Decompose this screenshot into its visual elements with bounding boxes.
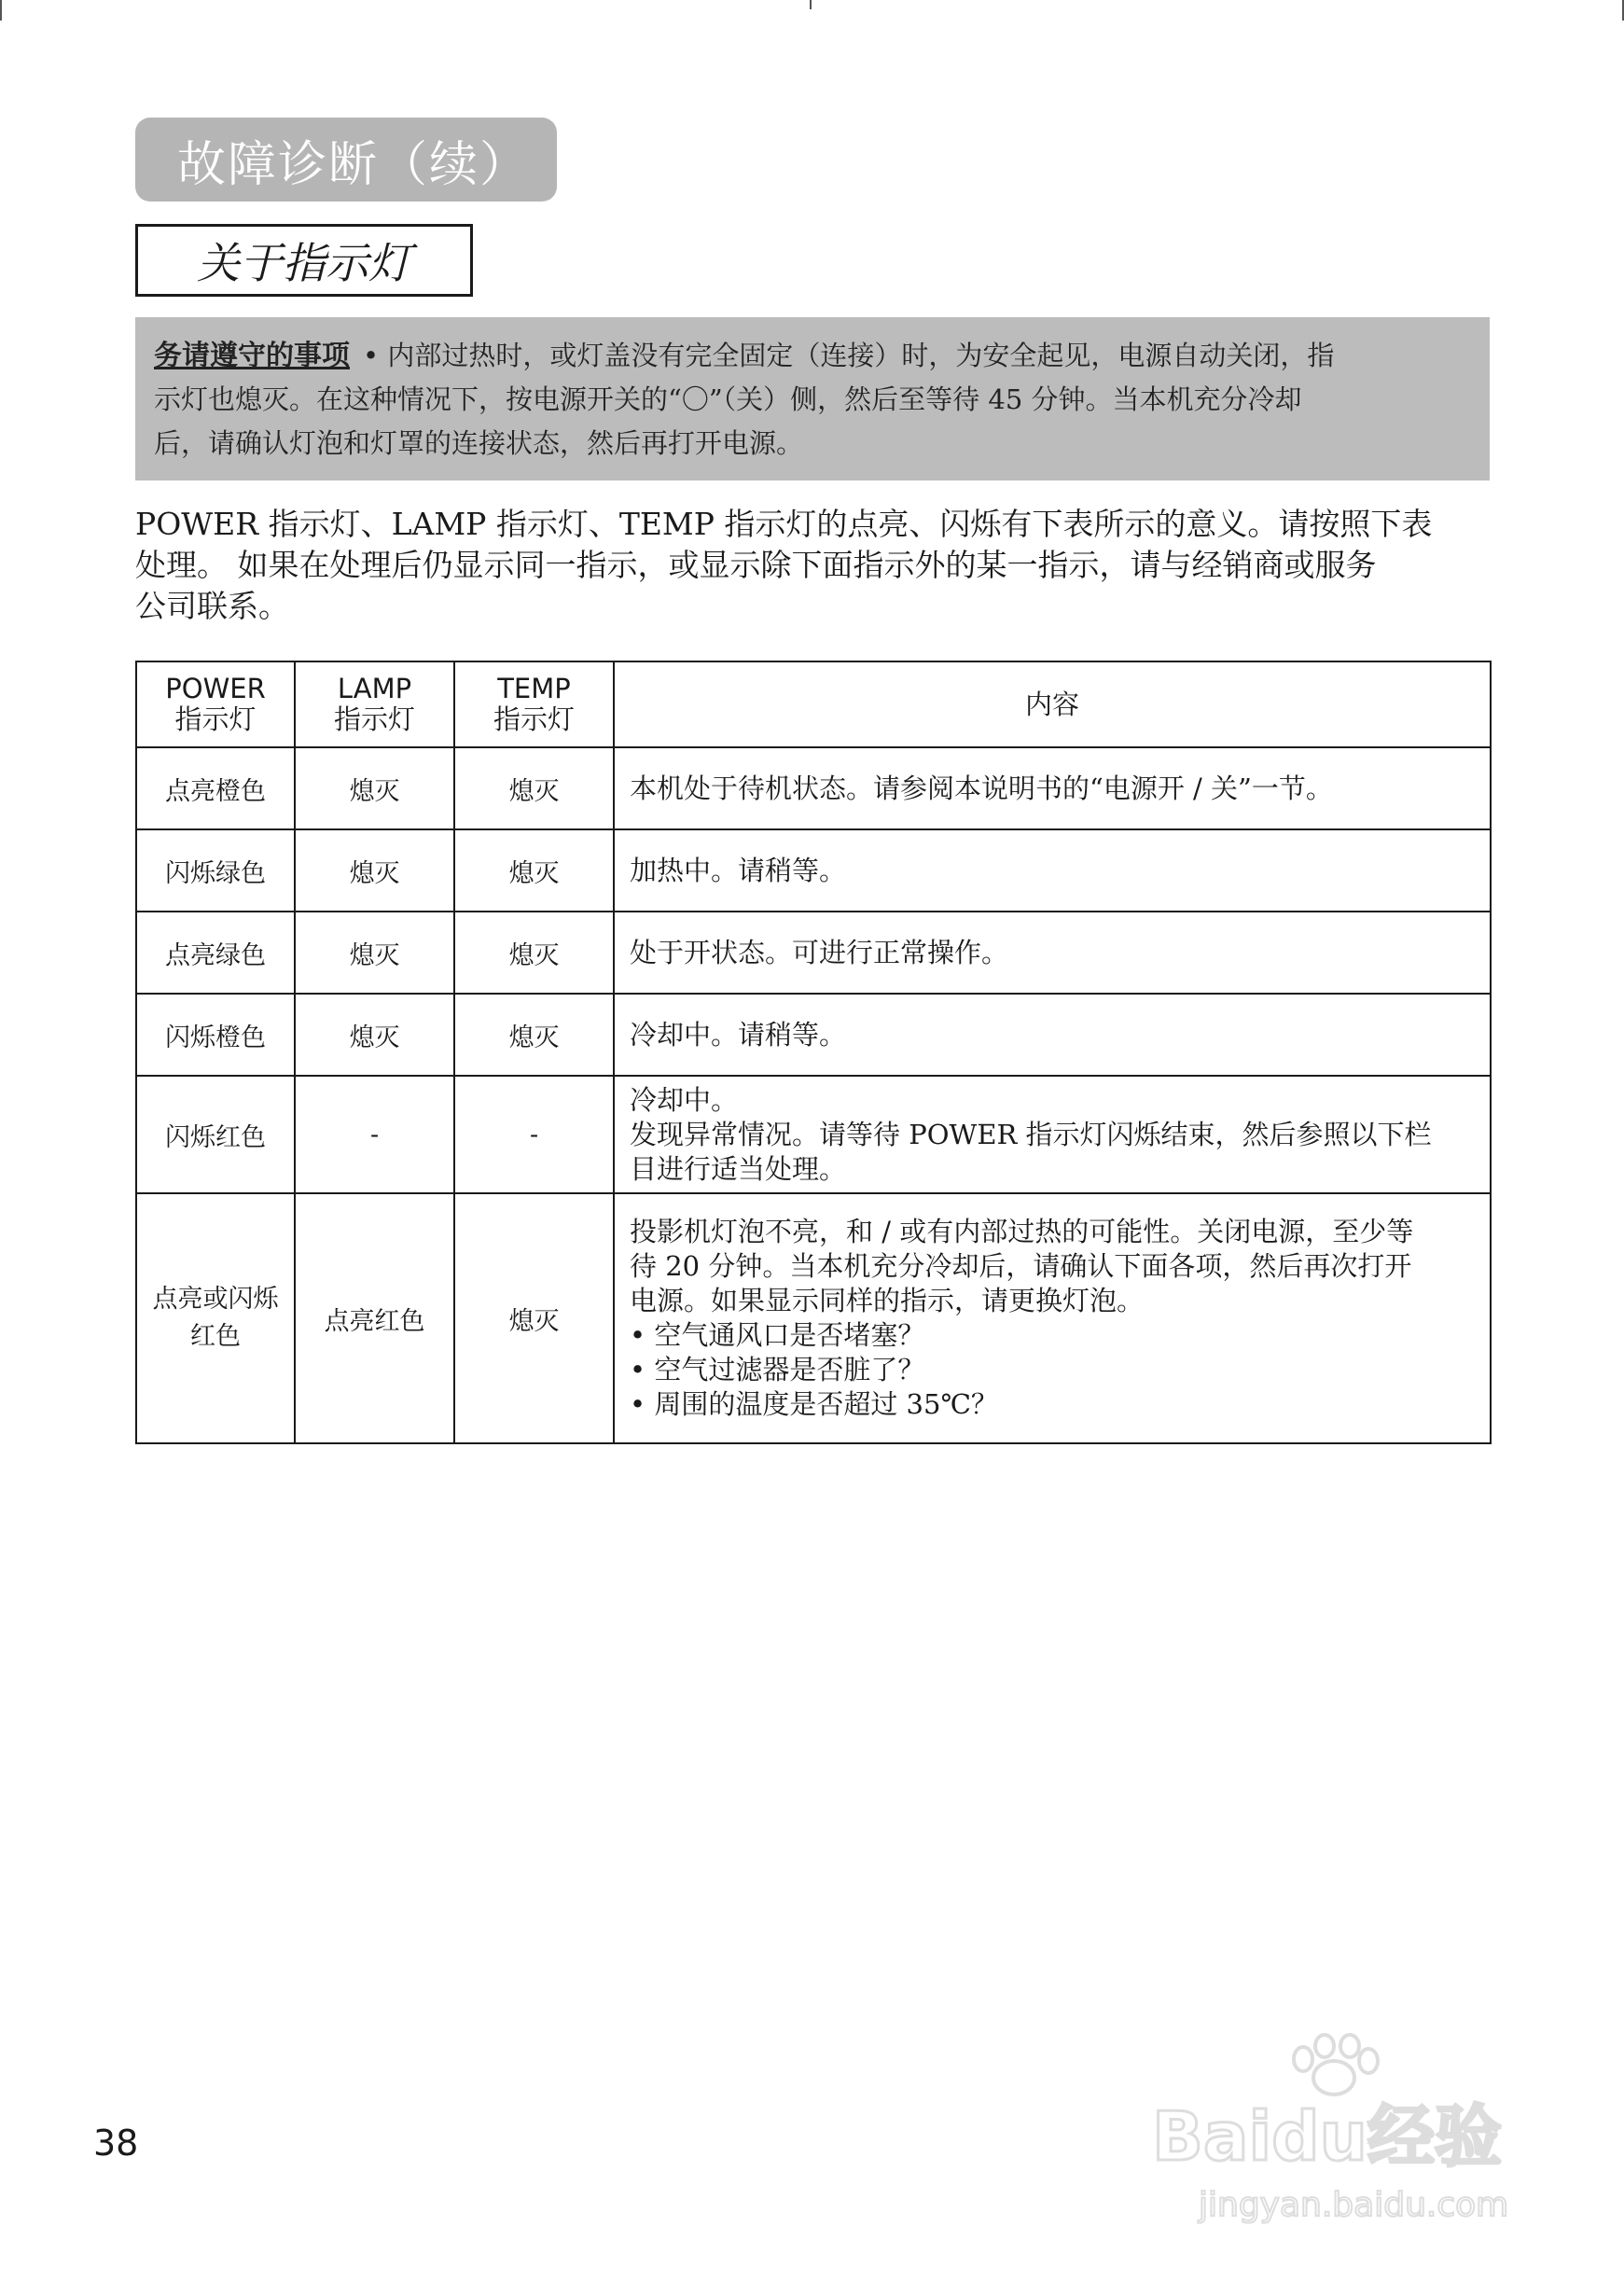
- cell-temp: 熄灭: [454, 829, 614, 912]
- cell-temp: -: [454, 1076, 614, 1193]
- subtitle-text: 关于指示灯: [197, 238, 411, 288]
- table-row: [136, 1193, 1491, 1443]
- list-item: • 空气过滤器是否脏了？: [630, 1353, 1478, 1387]
- header-power: POWER 指示灯: [136, 661, 295, 747]
- list-item: • 空气通风口是否堵塞？: [630, 1318, 1478, 1353]
- cell-power: 点亮绿色: [136, 912, 295, 994]
- section-title-text: 故障诊断（续）: [177, 136, 531, 193]
- table-row: [136, 994, 1491, 1076]
- cell-temp: 熄灭: [454, 912, 614, 994]
- cell-power: 闪烁绿色: [136, 829, 295, 912]
- cell-power: 点亮橙色: [136, 747, 295, 829]
- intro-paragraph: [135, 504, 1492, 627]
- header-temp: TEMP 指示灯: [454, 661, 614, 747]
- baidu-watermark-logo: [1143, 2029, 1534, 2234]
- table-row: [136, 1076, 1491, 1193]
- cell-power: 点亮或闪烁红色: [136, 1193, 295, 1443]
- cell-content: 投影机灯泡不亮，和 / 或有内部过热的可能性。关闭电源，至少等 待 20 分钟。当本机充分冷却后，请确认下面各项，然后再次打开 电源。如果显示同样的指示，请更换灯泡。 • 空气通风口是否堵塞？ • 空气过滤器是否脏了？ • 周围的温度是否超过 35℃？: [614, 1193, 1491, 1443]
- header-lamp: LAMP 指示灯: [295, 661, 454, 747]
- caution-line-3: 后，请确认灯泡和灯罩的连接状态，然后再打开电源。: [154, 427, 804, 459]
- cell-temp: 熄灭: [454, 747, 614, 829]
- caution-box: [135, 317, 1490, 480]
- crop-mark-top-center: [810, 0, 812, 9]
- cell-content: 本机处于待机状态。请参阅本说明书的“电源开 / 关”一节。: [614, 747, 1491, 829]
- crop-mark-top-left: [0, 0, 2, 21]
- caution-line-1: 务请遵守的事项 • 内部过热时，或灯盖没有完全固定（连接）时，为安全起见，电源自动关闭，指: [154, 340, 1335, 372]
- table-row: [136, 829, 1491, 912]
- indicator-table: [135, 661, 1492, 1444]
- cell-lamp: -: [295, 1076, 454, 1193]
- table-header-row: [136, 661, 1491, 747]
- intro-line-3: 公司联系。: [135, 588, 289, 624]
- cell-temp: 熄灭: [454, 1193, 614, 1443]
- cell-content: 冷却中。请稍等。: [614, 994, 1491, 1076]
- cell-content: 冷却中。 发现异常情况。请等待 POWER 指示灯闪烁结束，然后参照以下栏 目进行适当处理。: [614, 1076, 1491, 1193]
- subtitle-box: [135, 224, 473, 297]
- cell-lamp: 熄灭: [295, 912, 454, 994]
- intro-line-2: 处理。 如果在处理后仍显示同一指示，或显示除下面指示外的某一指示，请与经销商或服务: [135, 547, 1377, 583]
- intro-line-1: POWER 指示灯、LAMP 指示灯、TEMP 指示灯的点亮、闪烁有下表所示的意义。请按照下表: [135, 506, 1433, 542]
- cell-temp: 熄灭: [454, 994, 614, 1076]
- svg-text:Baidu经验: Baidu经验: [1152, 2097, 1502, 2176]
- page-number: 38: [93, 2123, 139, 2164]
- section-title: [135, 118, 557, 202]
- cell-content: 处于开状态。可进行正常操作。: [614, 912, 1491, 994]
- header-content: 内容: [614, 661, 1491, 747]
- caution-line-2: 示灯也熄灭。在这种情况下，按电源开关的“〇”（关）侧，然后至等待 45 分钟。当本机充分冷却: [154, 383, 1302, 415]
- cell-lamp: 点亮红色: [295, 1193, 454, 1443]
- cell-power: 闪烁橙色: [136, 994, 295, 1076]
- table-row: [136, 912, 1491, 994]
- cell-power: 闪烁红色: [136, 1076, 295, 1193]
- svg-text:jingyan.baidu.com: jingyan.baidu.com: [1199, 2186, 1509, 2224]
- list-item: • 周围的温度是否超过 35℃？: [630, 1387, 1478, 1422]
- cell-lamp: 熄灭: [295, 994, 454, 1076]
- cell-lamp: 熄灭: [295, 829, 454, 912]
- cell-lamp: 熄灭: [295, 747, 454, 829]
- cell-content: 加热中。请稍等。: [614, 829, 1491, 912]
- caution-label: 务请遵守的事项: [154, 340, 350, 372]
- table-row: [136, 747, 1491, 829]
